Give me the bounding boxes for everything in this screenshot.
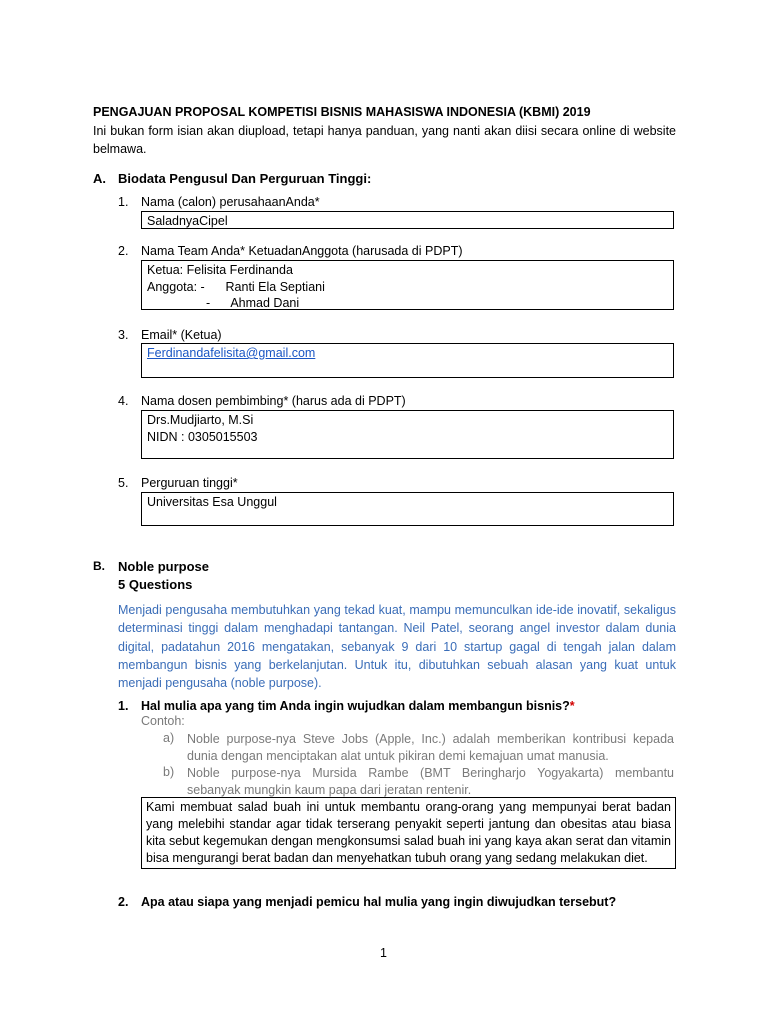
intro-paragraph: Ini bukan form isian akan diupload, tetapi hanya panduan, yang nanti akan diisi secara online di website belmawa. <box>93 124 676 156</box>
team-leader-value: Ketua: Felisita Ferdinanda <box>147 263 293 277</box>
company-name-field[interactable] <box>141 211 674 229</box>
team-member-value: - Ahmad Dani <box>147 296 300 310</box>
document-title: PENGAJUAN PROPOSAL KOMPETISI BISNIS MAHASISWA INDONESIA (KBMI) 2019 <box>93 105 591 119</box>
example-label: Contoh: <box>141 714 185 728</box>
question-1-text <box>141 699 575 713</box>
item-number: 1. <box>118 195 129 209</box>
section-b-title: Noble purpose <box>118 559 210 574</box>
team-member-value: Anggota: - Ranti Ela Septiani <box>147 279 325 294</box>
section-b-subtitle: 5 Questions <box>118 577 193 592</box>
example-text: Noble purpose-nya Steve Jobs (Apple, Inc.) adalah memberikan kontribusi kepada dunia dengan menciptakan alat untuk pikiran demi kemajuan umat manusia. <box>187 732 674 763</box>
advisor-name-value: Drs.Mudjiarto, M.Si <box>147 413 254 427</box>
item-number: 5. <box>118 476 129 490</box>
team-members-field[interactable] <box>141 260 674 310</box>
email-field[interactable] <box>141 343 674 378</box>
university-value: Universitas Esa Unggul <box>147 495 277 509</box>
example-text: Noble purpose-nya Mursida Rambe (BMT Beringharjo Yogyakarta) membantu sebanyak mungkin kaum papa dari jeratan rentenir. <box>187 766 674 797</box>
page-number: 1 <box>380 946 387 960</box>
advisor-field[interactable] <box>141 410 674 459</box>
item-number: 2. <box>118 244 129 258</box>
email-label: Email* (Ketua) <box>141 328 222 342</box>
item-number: 4. <box>118 394 129 408</box>
question-number: 1. <box>118 699 129 713</box>
example-letter: b) <box>163 765 175 779</box>
noble-purpose-description: Menjadi pengusaha membutuhkan yang tekad kuat, mampu memunculkan ide-ide inovatif, sekaligus determinasi tinggi dalam menghadapi tantangan. Neil Patel, seorang angel investor dalam dunia digital, padatahun 2016 mengatakan, sebanyak 9 dari 10 startup gagal di tengah jalan dalam membangun bisnis yang berkelanjutan. Untuk itu, dibutuhkan sebuah alasan yang kuat untuk menjadi pengusaha (noble purpose). <box>118 603 676 691</box>
team-name-label: Nama Team Anda* KetuadanAnggota (harusada di PDPT) <box>141 244 463 258</box>
example-letter: a) <box>163 731 175 745</box>
university-label: Perguruan tinggi* <box>141 476 238 490</box>
section-a-letter: A. <box>93 171 106 186</box>
section-a-title: Biodata Pengusul Dan Perguruan Tinggi: <box>118 171 372 186</box>
company-name-value: SaladnyaCipel <box>147 214 228 228</box>
email-link[interactable]: Ferdinandafelisita@gmail.com <box>147 346 316 360</box>
company-name-label: Nama (calon) perusahaanAnda* <box>141 195 320 209</box>
university-field[interactable] <box>141 492 674 526</box>
required-mark: * <box>569 699 575 713</box>
question-1-label: Hal mulia apa yang tim Anda ingin wujudkan dalam membangun bisnis? <box>141 699 570 713</box>
question-number: 2. <box>118 895 129 909</box>
advisor-nidn-value: NIDN : 0305015503 <box>147 429 258 444</box>
item-number: 3. <box>118 328 129 342</box>
answer-1-field[interactable]: Kami membuat salad buah ini untuk membantu orang-orang yang mempunyai berat badan yang melebihi standar agar tidak terserang penyakit seperti jantung dan obesitas atau biasa kita sebut kegemukan dengan mengkonsumsi salad buah ini yang kaya akan serat dan vitamin bisa mengurangi berat badan dan menyehatkan tubuh orang yang sedang melakukan diet. <box>141 797 676 869</box>
advisor-label: Nama dosen pembimbing* (harus ada di PDPT) <box>141 394 406 408</box>
question-2-text: Apa atau siapa yang menjadi pemicu hal mulia yang ingin diwujudkan tersebut? <box>141 895 617 909</box>
section-b-letter: B. <box>93 559 105 573</box>
